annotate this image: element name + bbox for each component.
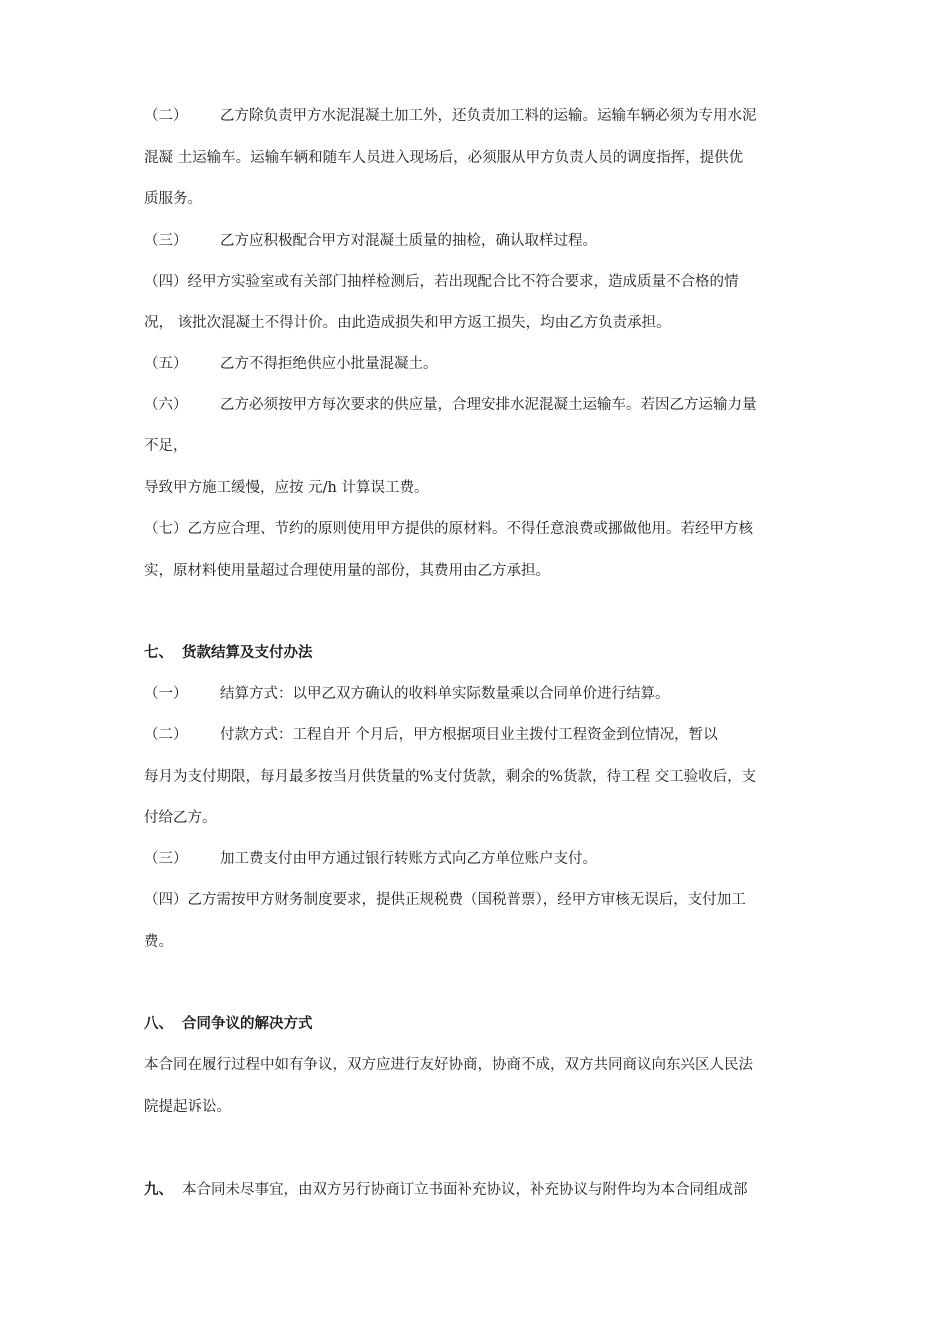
section-8-heading (144, 1014, 313, 1034)
clause-number: （三） (144, 233, 188, 249)
clause-text: 结算方式：以甲乙双方确认的收料单实际数量乘以合同单价进行结算。 (220, 686, 670, 702)
clause-6-4-line-2: 况， 该批次混凝土不得计价。由此造成损失和甲方返工损失，均由乙方负责承担。 (144, 315, 671, 331)
section-text: 本合同未尽事宜，由双方另行协商订立书面补充协议，补充协议与附件均为本合同组成部 (182, 1182, 748, 1198)
clause-6-7-line-2: 实，原材料使用量超过合理使用量的部份，其费用由乙方承担。 (144, 563, 550, 579)
clause-6-4-line-1: （四）经甲方实验室或有关部门抽样检测后，若出现配合比不符合要求，造成质量不合格的情 (144, 274, 739, 290)
clause-text: 乙方必须按甲方每次要求的供应量，合理安排水泥混凝土运输车。若因乙方运输力量 (220, 397, 757, 413)
section-title: 货款结算及支付办法 (182, 644, 313, 661)
clause-6-6-line-1 (144, 395, 757, 415)
section-7-heading (144, 643, 313, 663)
clause-6-3-line-1 (144, 231, 597, 251)
clause-number: （二） (144, 727, 188, 743)
section-title: 合同争议的解决方式 (182, 1015, 313, 1032)
section-8-line-2: 院提起诉讼。 (144, 1099, 231, 1115)
clause-text: 乙方不得拒绝供应小批量混凝土。 (220, 356, 438, 372)
clause-number: （五） (144, 356, 188, 372)
clause-6-7-line-1: （七）乙方应合理、节约的原则使用甲方提供的原材料。不得任意浪费或挪做他用。若经甲方核 (144, 521, 753, 537)
clause-6-5-line-1 (144, 354, 438, 374)
clause-7-1-line-1 (144, 684, 670, 704)
section-number: 八、 (144, 1015, 173, 1032)
clause-text: 付款方式：工程自开 个月后，甲方根据项目业主拨付工程资金到位情况，暂以 (220, 727, 718, 743)
clause-number: （六） (144, 397, 188, 413)
clause-text: 乙方应积极配合甲方对混凝土质量的抽检，确认取样过程。 (220, 233, 597, 249)
section-number: 七、 (144, 644, 173, 661)
clause-number: （二） (144, 108, 188, 124)
clause-6-2-line-3: 质服务。 (144, 191, 202, 207)
clause-7-2-line-1 (144, 725, 718, 745)
clause-number: （一） (144, 686, 188, 702)
clause-7-2-line-3: 付给乙方。 (144, 810, 217, 826)
section-9-line-1 (144, 1180, 748, 1200)
clause-6-2-line-1 (144, 106, 757, 126)
clause-7-4-line-1: （四）乙方需按甲方财务制度要求，提供正规税费（国税普票），经甲方审核无误后，支付加工 (144, 892, 746, 908)
clause-number: （三） (144, 851, 188, 867)
clause-7-4-line-2: 费。 (144, 934, 173, 950)
clause-6-6-line-2: 不足， (144, 438, 188, 454)
clause-7-3-line-1 (144, 849, 597, 869)
clause-6-2-line-2: 混凝 土运输车。运输车辆和随车人员进入现场后，必须服从甲方负责人员的调度指挥，提供优 (144, 150, 744, 166)
section-number: 九、 (144, 1181, 173, 1198)
clause-text: 乙方除负责甲方水泥混凝土加工外，还负责加工料的运输。运输车辆必须为专用水泥 (220, 108, 757, 124)
clause-text: 加工费支付由甲方通过银行转账方式向乙方单位账户支付。 (220, 851, 597, 867)
clause-7-2-line-2: 每月为支付期限，每月最多按当月供货量的%支付货款，剩余的%货款，待工程 交工验收后，支 (144, 769, 757, 785)
clause-6-6-line-3: 导致甲方施工缓慢，应按 元/h 计算误工费。 (144, 480, 429, 496)
section-8-line-1: 本合同在履行过程中如有争议，双方应进行友好协商，协商不成，双方共同商议向东兴区人民法 (144, 1057, 753, 1073)
